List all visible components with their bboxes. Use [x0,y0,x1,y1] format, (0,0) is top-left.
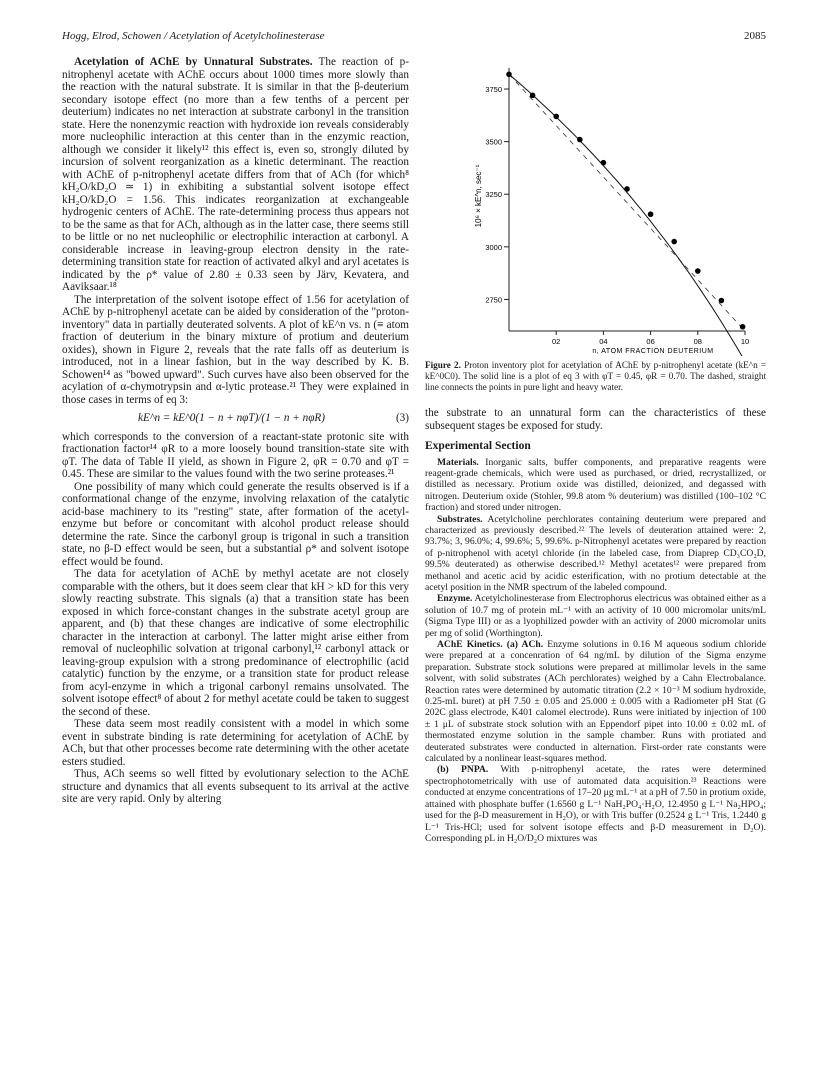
fit-curve [509,74,745,356]
data-point [624,186,630,192]
running-title: Hogg, Elrod, Schowen / Acetylation of Acetylcholinesterase [62,30,325,42]
y-axis-label: 10⁶ × kE^n, sec⁻¹ [474,164,483,228]
equation-body: kE^n = kE^0(1 − n + nφT)/(1 − n + nφR) [138,412,325,424]
paragraph-text: Enzyme solutions in 0.16 M aqueous sodium chloride were prepared at a concenration of 64 ng/mL by dilution of the Sigma enzyme preparation. Substrate stock solutions were prepared at millimolar levels in the same solvent, with solid substrates (ACh perchlorates) weighed by a Cahn Electrobalance. Reaction rates were determined by automatic titration (2.2 × 10⁻³ M sodium hydroxide, 0.25-mL buret) at pH 7.50 ± 0.05 and 25.000 ± 0.005 with a Radiometer pH Stat (G 202C glass electrode, K401 calomel electrode). Runs were initiated by injection of 100 ± 1 μL of substrate stock solution with an Eppendorf pipet into 10.00 ± 0.02 mL of thermostated enzyme solution in the sample chamber. Runs with protiated and deuterated substrates were conducted in alternation. First-order rate constants were calculated by a nonlinear least-squares method. [425,639,766,765]
data-point [530,93,536,99]
chart-marks [506,72,745,356]
section-title: Experimental Section [425,440,531,452]
dashed-line [509,74,745,331]
paragraph: The data for acetylation of AChE by methyl acetate are not closely comparable with the others, but it does seem clear that kH > kD for this very slowly reacting substrate. This signals (a) that a transition state has been exposed in which force-constant changes in the substrate acetyl group are apparent, and (b) that these changes are indicative of some electrophilic character in the interaction at carbonyl. The latter might arise either from removal of nucleophilic solvation at trigonal carbonyl,¹² carbonyl attack or leaving-group expulsion with a strong predominance of electrophilic (acid catalytic) function by the enzyme, or a transition state for product release from acyl-enzyme in which a trigonal carbonyl remains unsolvated. The solvent isotope effect⁸ of about 2 for methyl acetate could be taken to suggest the second of these. [62,568,409,718]
left-column [62,56,409,806]
paragraph-text: Inorganic salts, buffer components, and preparative reagents were reagent-grade chemicals, which were used as purchased, or dried, recrystallized, or distilled as necessary. Protium oxide was distilled, deionized, and degassed with nitrogen. Deuterium oxide (Stohler, 99.8 atom % deuterium) was distilled (100–102 °C fraction) and stored under nitrogen. [425,456,766,514]
run-in-heading: Substrates. [437,513,483,525]
x-tick-label: 06 [646,337,655,346]
y-tick-label: 2750 [485,295,502,305]
y-tick-label: 3000 [485,242,502,252]
x-tick-label: 02 [552,337,561,346]
equation-3 [62,406,409,431]
right-column [425,56,766,844]
paragraph: which corresponds to the conversion of a reactant-state protonic site with fractionation factor¹⁴ φR to a more loosely bound transition-state site with φT. The data of Table II yield, as shown in Figure 2, φR = 0.70 and φT = 0.45. These are similar to the values found with the two serine proteases.²¹ [62,430,409,480]
paragraph: These data seem most readily consistent with a model in which some event in substrate binding is rate determining for acetylation of AChE by ACh, but that other processes become rate determining with the other acetate esters studied. [62,718,409,768]
paragraph [425,457,766,514]
paragraph: One possibility of many which could generate the results observed is if a conformational change of the enzyme, involving relaxation of the catalytic acid-base machinery to its "resting" state, after formation of the acetyl-enzyme but before or concomitant with alcohol product release should determine the rate. Since the carbonyl group is trigonal in such a transition state, no β-D effect would be seen, but a substantial ρ* and solvent isotope effect would be found. [62,480,409,568]
paragraph-text: Acetylcholine perchlorates containing deuterium were prepared and characterized as previously described.²² The levels of deuteration attained were: 2, 93.7%; 3, 96.0%; 4, 99.6%; 5, 99.6%. p-Nitrophenyl acetates were prepared by reaction of p-nitrophenol with acetyl chloride (in the labeled case, from Diaprep CD₃CO₂D, 99.5% deuterated) as otherwise described.¹² Methyl acetates¹² were prepared from methanol and acetic acid by acidic esterification, with no protium detectable at the acetyl position in the NMR spectrum of the labeled compound. [425,513,766,593]
experimental-section [425,457,766,845]
page-number: 2085 [744,30,766,42]
data-point [577,137,583,143]
paragraph [425,639,766,764]
y-tick-label: 3250 [485,190,502,200]
paragraph-text: The reaction of p-nitrophenyl acetate with AChE occurs about 1000 times more slowly than the reaction with the natural substrate. It is similar in that the β-deuterium secondary isotope effect (no more than a few tenths of a percent per deuterium) indicates no net interaction at substrate carbonyl in the transition state. Here the nonenzymic reaction with hydroxide ion reveals considerably more nucleophilic interaction at this center than in the enzymic reaction, although we consider it likely¹² this effect is, even so, strongly diluted by incursion of solvent reorganization as a kinetic determinant. The reaction with AChE of p-nitrophenyl acetate differs from that of ACh (for which⁸ kH₂O/kD₂O ≃ 1) in exhibiting a substantial solvent isotope effect kH₂O/kD₂O = 1.56. This indicates reorganization at exchangeable hydrogenic centers of AChE. The rate-determining process thus appears not to be the same as that for ACh, although as in the latter case, there seems still to be little or no net nucleophilic or electrophilic interaction at carbonyl. A considerable increase in leaving-group electron density in the rate-determining transition state for reaction of activated alkyl and aryl acetates is indicated by the ρ* value of 2.80 ± 0.33 seen by Järv, Kevatera, and Aaviksaar.¹⁸ [62,56,409,293]
run-in-heading: Enzyme. [437,593,473,605]
proton-inventory-chart [425,56,766,356]
y-tick-label: 3500 [485,137,502,147]
page-header [62,30,766,48]
figure-2 [425,56,766,356]
run-in-heading: Acetylation of AChE by Unnatural Substrates. [74,56,313,68]
paragraph [62,56,409,294]
run-in-heading: Materials. [437,456,479,468]
paragraph-text: With p-nitrophenyl acetate, the rates were determined spectrophotometrically with use of automated data acquisition.²³ Reactions were conducted at enzyme concentrations of 17–20 μg mL⁻¹ at a pH of 7.50 in protium oxide, attained with phosphate buffer (1.6560 g L⁻¹ NaH₂PO₄·H₂O, 12.4950 g L⁻¹ Na₂HPO₄; used for the β-D measurement in H₂O), or with Tris buffer (0.2524 g L⁻¹ Tris, 1.2440 g L⁻¹ Tris-HCl; used for solvent isotope effects and β-D measurement in D₂O). Corresponding pL in H₂O/D₂O mixtures was [425,764,766,844]
paragraph [425,593,766,639]
paragraph: Thus, ACh seems so well fitted by evolutionary selection to the AChE structure and dynamics that all events subsequent to its arrival at the active site are very rapid. Only by altering [62,768,409,805]
x-tick-label: 10 [740,337,750,346]
data-point [695,268,701,274]
paragraph [425,514,766,594]
paragraph [425,764,766,844]
x-axis-label: n, ATOM FRACTION DEUTERIUM [592,348,714,355]
data-point [740,324,746,330]
paragraph: the substrate to an unnatural form can the characteristics of these subsequent stages be exposed for study. [425,407,766,432]
run-in-heading: AChE Kinetics. (a) ACh. [437,639,544,650]
data-point [648,211,654,217]
data-point [506,72,512,78]
run-in-heading: (b) PNPA. [437,764,489,776]
caption-text: Proton inventory plot for acetylation of AChE by p-nitrophenyl acetate (kE^n = kE^0C0). The solid line is a plot of eq 3 with φT = 0.45, φR = 0.70. The dashed, straight line connects the points in pure light and heavy water. [425,360,767,392]
y-tick-label: 3750 [485,85,502,95]
data-point [553,114,559,120]
equation-number: (3) [395,412,409,424]
x-tick-label: 04 [599,337,608,346]
data-point [719,298,725,304]
figure-caption [425,360,766,393]
x-tick-label: 08 [693,337,702,346]
paragraph: The interpretation of the solvent isotope effect of 1.56 for acetylation of AChE by p-nitrophenyl acetate can be aided by consideration of the "proton-inventory" data in partially deuterated solvents. A plot of kE^n vs. n (≡ atom fraction of deuterium in the binary mixture of protium and deuterium oxides), shown in Figure 2, reveals that the rate falls off as deuterium is introduced, not in a linear fashion, but in the way described by K. B. Schowen¹⁴ as "bowed upward". Such curves have also been observed for the acylation of α-chymotrypsin and α-lytic protease.²¹ They were explained in those cases in terms of eq 3: [62,293,409,406]
caption-label: Figure 2. [425,360,461,370]
paragraph-text: Acetylcholinesterase from Electrophorus electricus was obtained either as a solution of 10.7 mg of protein mL⁻¹ with an activity of 10 000 micromolar units/mL (Sigma Type III) or as a lyophilized powder with an activity of 2000 micromolar units per mg of solid (Worthington). [425,593,766,639]
data-point [671,239,677,245]
data-point [601,160,607,166]
